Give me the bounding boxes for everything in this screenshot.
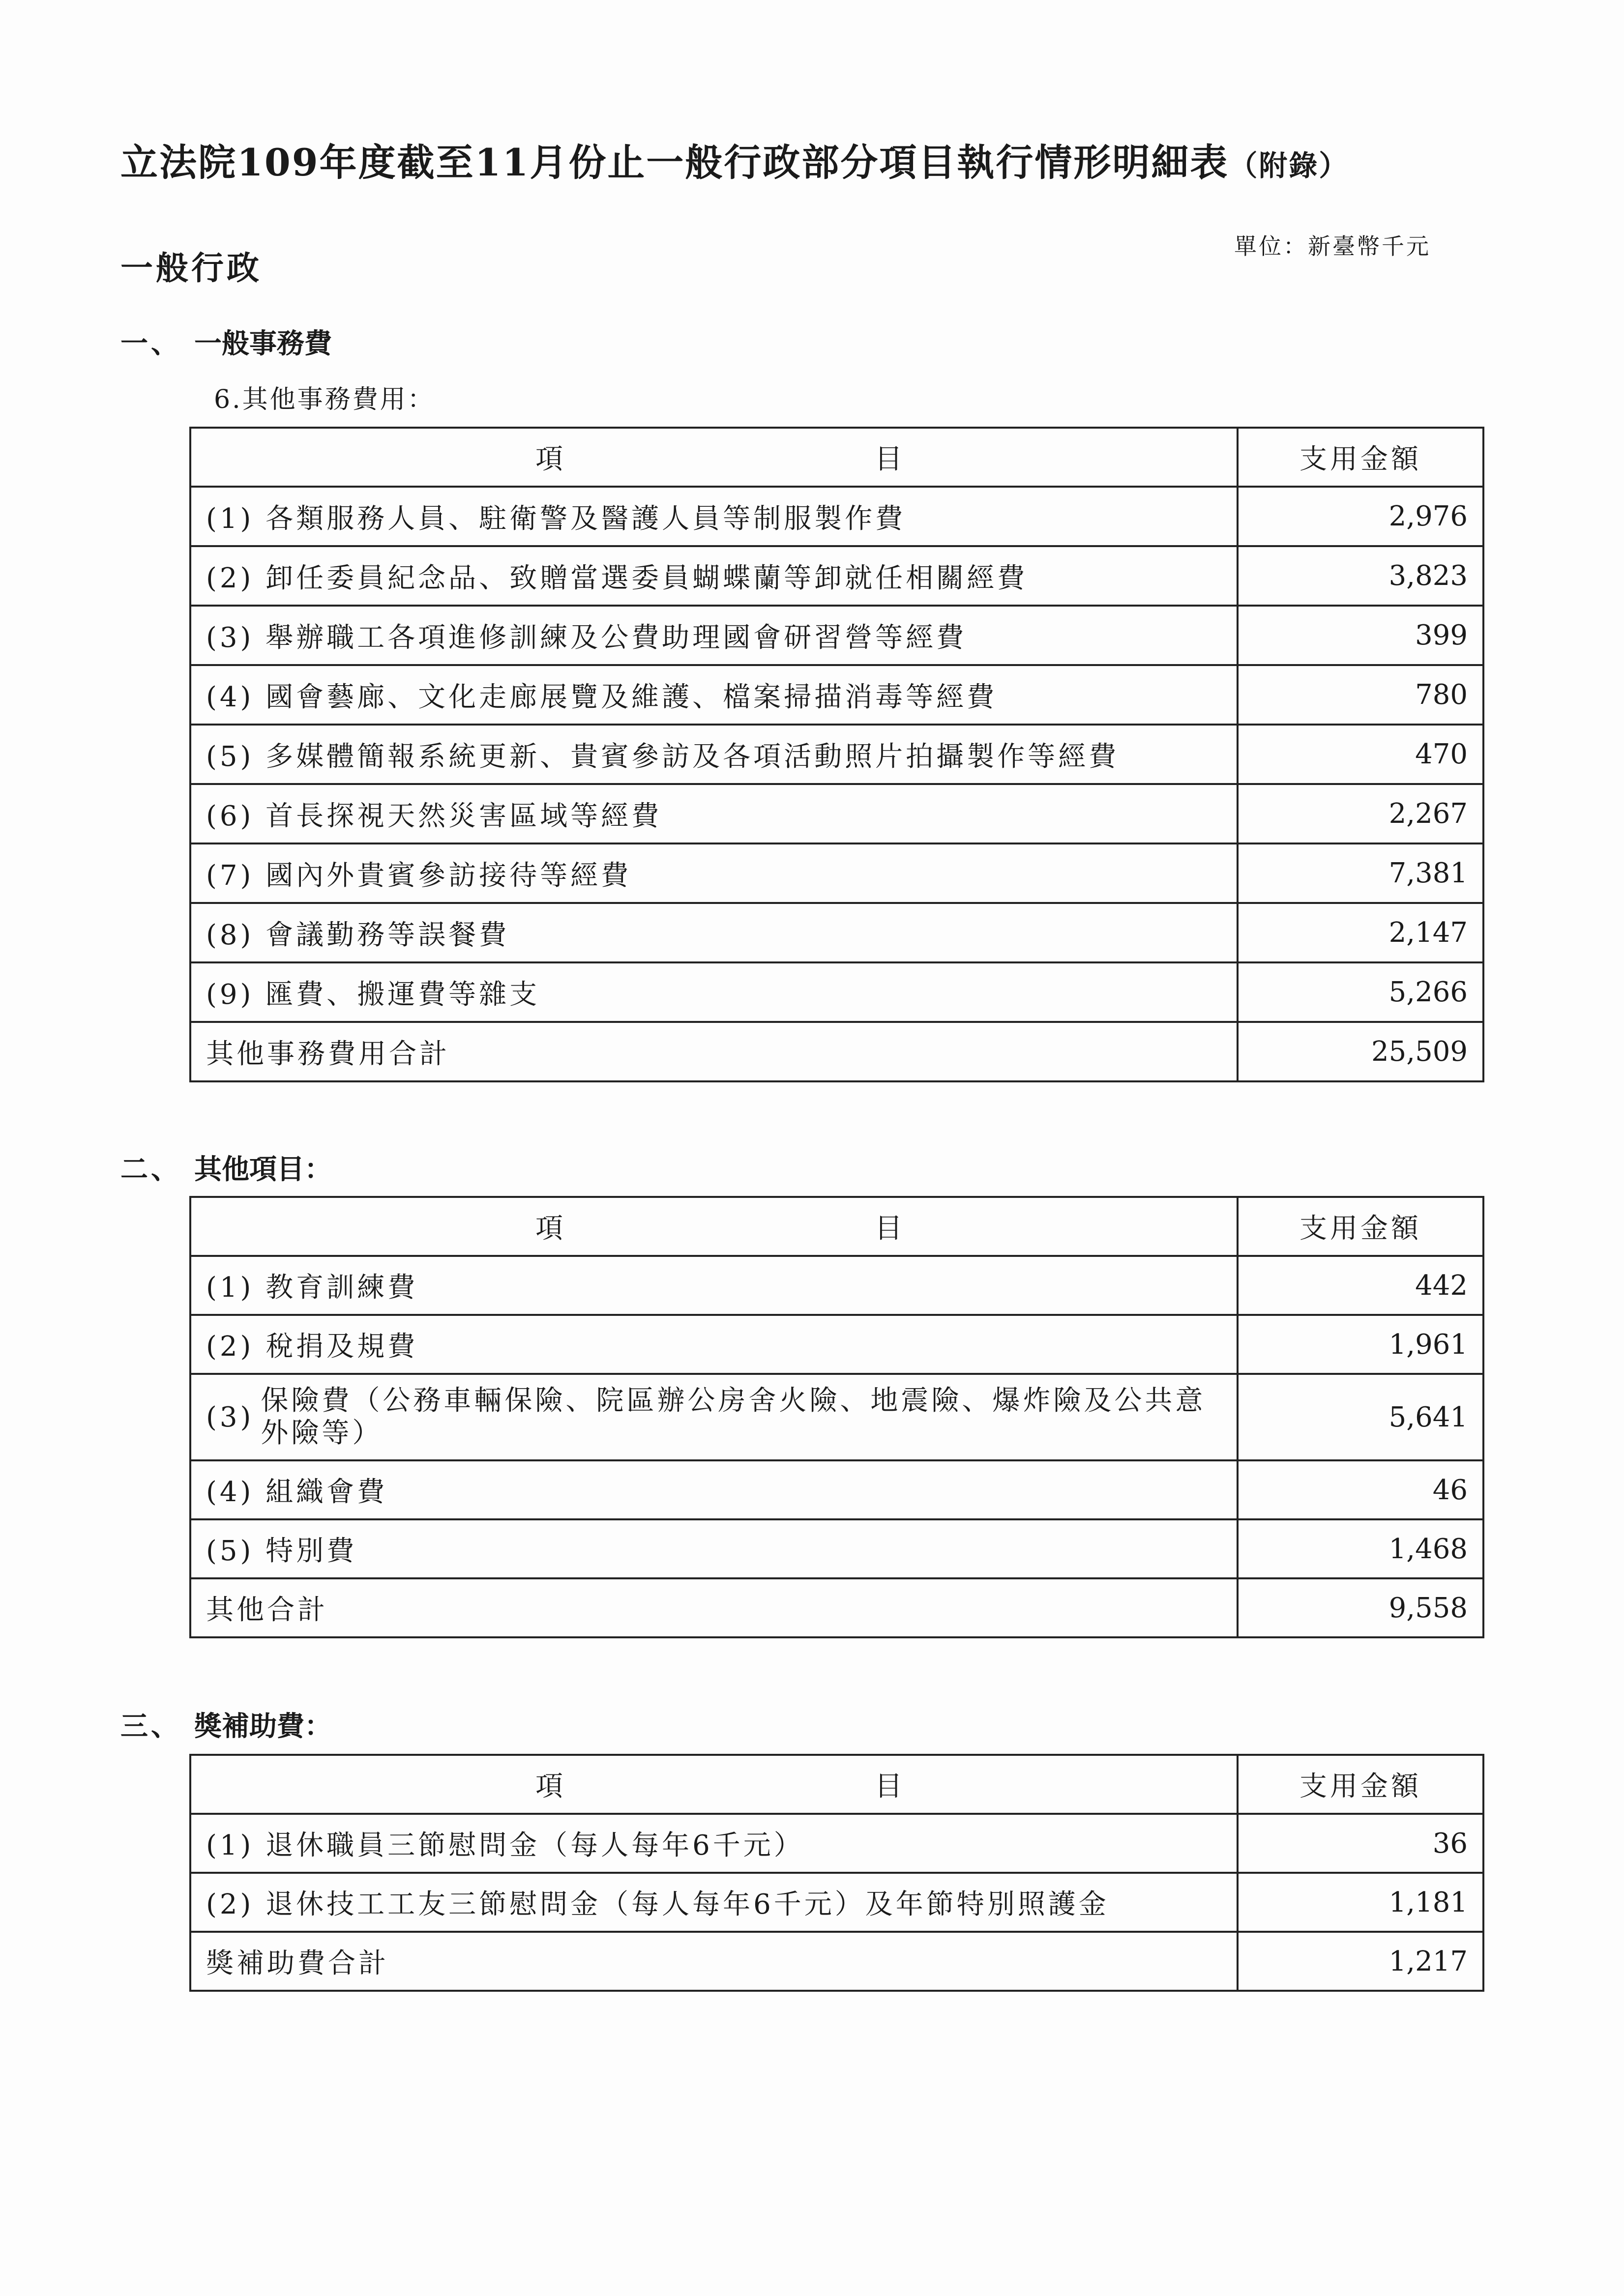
header-item-char-a: 項 [535, 1213, 567, 1245]
row-label: (7) 國內外貴賓參訪接待等經費 [190, 843, 1238, 903]
table-row [190, 1519, 1483, 1578]
row-amount: 780 [1238, 665, 1483, 725]
section3-number: 三、 [120, 1710, 181, 1743]
header-item-char-b: 目 [875, 1213, 906, 1245]
table-row [190, 784, 1483, 843]
header-item-char-a: 項 [535, 1771, 567, 1802]
row-amount: 5,266 [1238, 962, 1483, 1022]
table-other-items [189, 1196, 1484, 1638]
table-total-row [190, 1578, 1483, 1637]
total-amount: 25,509 [1238, 1022, 1483, 1081]
table-row [190, 1873, 1483, 1932]
row-amount: 7,381 [1238, 843, 1483, 903]
row-label: (2) 稅捐及規費 [190, 1315, 1238, 1374]
table-row [190, 1315, 1483, 1374]
table-row [190, 606, 1483, 665]
table-row [190, 843, 1483, 903]
unit-label: 單位：新臺幣千元 [1234, 233, 1431, 260]
header-amount: 支用金額 [1238, 1197, 1483, 1256]
table-row [190, 487, 1483, 546]
total-amount: 1,217 [1238, 1932, 1483, 1991]
row-label: (2) 退休技工工友三節慰問金（每人每年6千元）及年節特別照護金 [190, 1873, 1238, 1932]
row-label: (6) 首長探視天然災害區域等經費 [190, 784, 1238, 843]
header-item [190, 1755, 1238, 1814]
row-label: (4) 組織會費 [190, 1460, 1238, 1519]
header-amount: 支用金額 [1238, 428, 1483, 487]
section3-heading [120, 1705, 332, 1744]
row-label: 保險費（公務車輛保險、院區辦公房舍火險、地震險、爆炸險及公共意外險等） [261, 1385, 1206, 1449]
main-heading: 一般行政 [120, 249, 262, 287]
table-row [190, 1256, 1483, 1315]
table-row [190, 1460, 1483, 1519]
total-label: 其他事務費用合計 [190, 1022, 1238, 1081]
table-other-affairs [189, 427, 1484, 1082]
table-row [190, 1374, 1483, 1460]
header-item [190, 1197, 1238, 1256]
header-item-char-b: 目 [875, 1771, 906, 1802]
row-amount: 442 [1238, 1256, 1483, 1315]
row-amount: 2,147 [1238, 903, 1483, 962]
row-amount: 5,641 [1238, 1374, 1483, 1460]
row-label: (8) 會議勤務等誤餐費 [190, 903, 1238, 962]
header-item-char-b: 目 [875, 443, 906, 475]
row-label: (9) 匯費、搬運費等雜支 [190, 962, 1238, 1022]
header-item-char-a: 項 [535, 443, 567, 475]
row-amount: 1,468 [1238, 1519, 1483, 1578]
title-note: （附錄） [1229, 149, 1349, 182]
row-label: (1) 教育訓練費 [190, 1256, 1238, 1315]
total-label: 獎補助費合計 [190, 1932, 1238, 1991]
section2-title: 其他項目： [194, 1153, 332, 1186]
section1-number: 一、 [120, 327, 181, 360]
row-amount: 1,181 [1238, 1873, 1483, 1932]
table-row [190, 962, 1483, 1022]
row-label: (2) 卸任委員紀念品、致贈當選委員蝴蝶蘭等卸就任相關經費 [190, 546, 1238, 606]
table-row [190, 903, 1483, 962]
table-header-row [190, 1755, 1483, 1814]
row-index: (3) [206, 1401, 254, 1433]
row-amount: 36 [1238, 1814, 1483, 1873]
header-amount: 支用金額 [1238, 1755, 1483, 1814]
row-label: (5) 多媒體簡報系統更新、貴賓參訪及各項活動照片拍攝製作等經費 [190, 725, 1238, 784]
table-total-row [190, 1932, 1483, 1991]
total-label: 其他合計 [190, 1578, 1238, 1637]
row-label: (4) 國會藝廊、文化走廊展覽及維護、檔案掃描消毒等經費 [190, 665, 1238, 725]
row-amount: 2,976 [1238, 487, 1483, 546]
row-label-multiline [190, 1374, 1238, 1460]
section1-title: 一般事務費 [194, 327, 332, 360]
section1-subtitle: 6.其他事務費用： [214, 385, 435, 414]
title-text: 立法院109年度截至11月份止一般行政部分項目執行情形明細表 [120, 141, 1229, 184]
row-label: (1) 退休職員三節慰問金（每人每年6千元） [190, 1814, 1238, 1873]
row-amount: 3,823 [1238, 546, 1483, 606]
table-row [190, 546, 1483, 606]
table-row [190, 665, 1483, 725]
header-item [190, 428, 1238, 487]
table-total-row [190, 1022, 1483, 1081]
table-header-row [190, 428, 1483, 487]
row-amount: 399 [1238, 606, 1483, 665]
table-header-row [190, 1197, 1483, 1256]
section2-number: 二、 [120, 1153, 181, 1186]
row-label: (3) 舉辦職工各項進修訓練及公費助理國會研習營等經費 [190, 606, 1238, 665]
row-amount: 470 [1238, 725, 1483, 784]
document-title [120, 133, 1507, 186]
section1-heading [120, 322, 332, 361]
row-label: (1) 各類服務人員、駐衛警及醫護人員等制服製作費 [190, 487, 1238, 546]
table-row [190, 1814, 1483, 1873]
row-amount: 46 [1238, 1460, 1483, 1519]
row-amount: 2,267 [1238, 784, 1483, 843]
section2-heading [120, 1148, 332, 1187]
section3-title: 獎補助費： [194, 1710, 332, 1743]
table-row [190, 725, 1483, 784]
total-amount: 9,558 [1238, 1578, 1483, 1637]
row-amount: 1,961 [1238, 1315, 1483, 1374]
table-subsidies [189, 1754, 1484, 1992]
row-label: (5) 特別費 [190, 1519, 1238, 1578]
